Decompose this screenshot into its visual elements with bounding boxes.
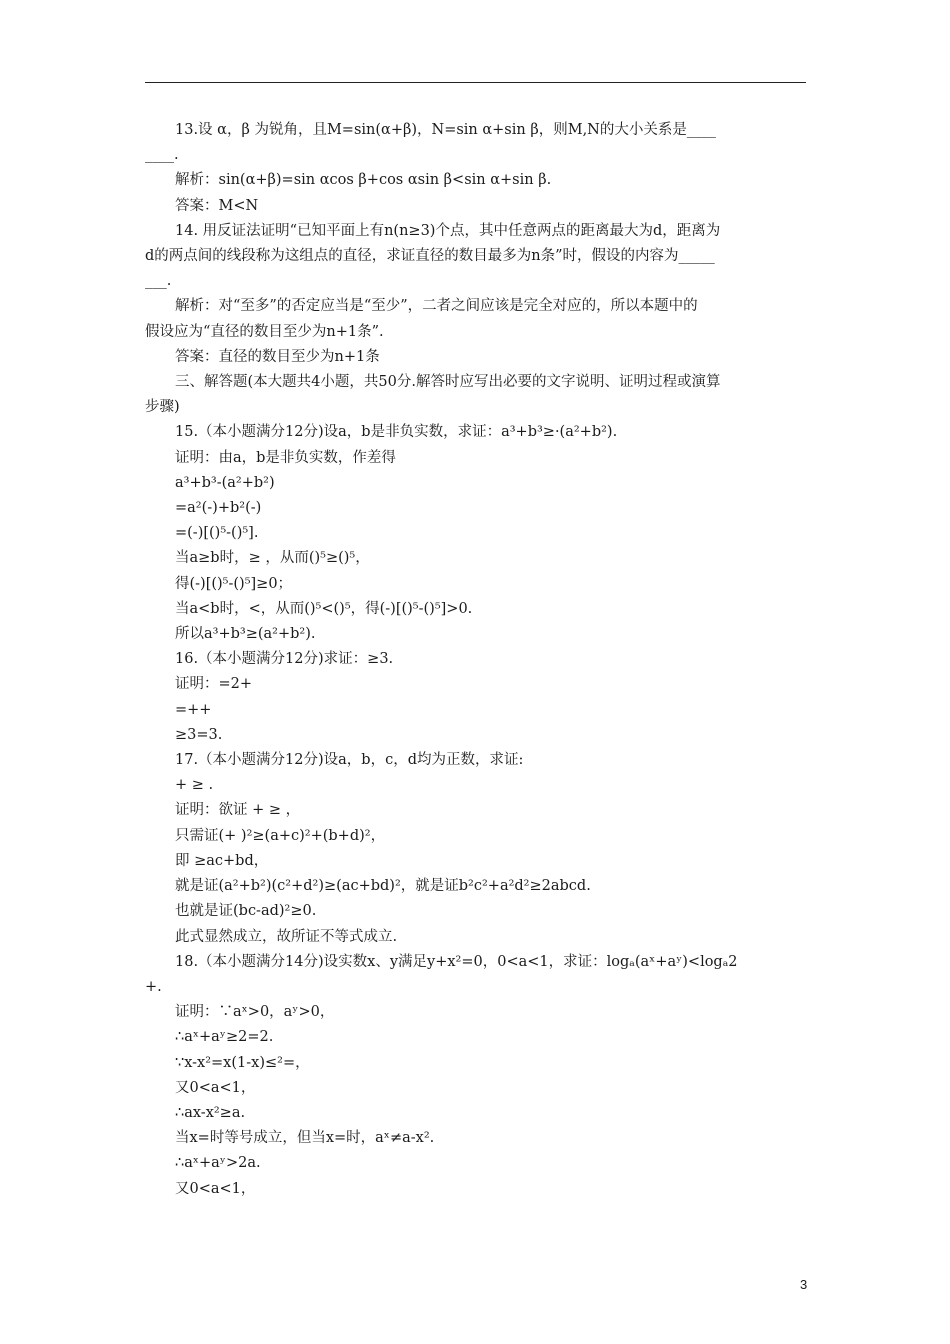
text-line: =++ (175, 701, 212, 718)
text-line: 当a≥b时，≥ ，从而()⁵≥()⁵， (175, 550, 370, 567)
text-line: ∴aˣ+aʸ>2a. (175, 1155, 261, 1172)
text-line: 假设应为“直径的数目至少为n+1条”. (145, 323, 384, 340)
text-line: ∵x-x²=x(1-x)≤²=， (175, 1054, 310, 1071)
text-line: 证明：=2+ (175, 676, 253, 693)
header-rule (145, 82, 806, 83)
text-line: 18.（本小题满分14分)设实数x、y满足y+x²=0，0<a<1，求证：logₐ(aˣ+aʸ)<logₐ2 (175, 953, 738, 970)
text-line: 证明：∵aˣ>0，aʸ>0， (175, 1004, 335, 1021)
text-line: ∴ax-x²≥a. (175, 1104, 246, 1121)
text-line: 解析：对“至多”的否定应当是“至少”，二者之间应该是完全对应的，所以本题中的 (175, 298, 698, 315)
text-line: ∴aˣ+aʸ≥2=2. (175, 1029, 274, 1046)
page-number: 3 (800, 1277, 808, 1292)
text-line: 17.（本小题满分12分)设a，b，c，d均为正数，求证: (175, 752, 524, 769)
text-line: 证明：由a，b是非负实数，作差得 (175, 449, 396, 466)
text-line: 15.（本小题满分12分)设a，b是非负实数，求证：a³+b³≥·(a²+b²). (175, 424, 618, 441)
text-line: 16.（本小题满分12分)求证：≥3. (175, 651, 394, 668)
text-line: ____. (145, 147, 179, 164)
text-line: 也就是证(bc-ad)²≥0. (175, 903, 317, 920)
text-line: 所以a³+b³≥(a²+b²). (175, 626, 316, 643)
text-line: ≥3=3. (175, 726, 223, 743)
text-line: 当x=时等号成立，但当x=时，aˣ≠a-x². (175, 1130, 435, 1147)
text-line: +. (145, 978, 162, 995)
text-line: =(-)[()⁵-()⁵]. (175, 525, 259, 542)
text-line: 即 ≥ac+bd， (175, 852, 269, 869)
text-line: d的两点间的线段称为这组点的直径，求证直径的数目最多为n条”时，假设的内容为_____ (145, 248, 715, 265)
text-line: 又0<a<1， (175, 1180, 256, 1197)
text-line: ___. (145, 273, 172, 290)
text-line: 此式显然成立，故所证不等式成立. (175, 928, 398, 945)
document-body (145, 118, 806, 1202)
text-line: 又0<a<1， (175, 1079, 256, 1096)
text-line: =a²(-)+b²(-) (175, 500, 262, 517)
text-line: 三、解答题(本大题共4小题，共50分.解答时应写出必要的文字说明、证明过程或演算 (175, 374, 721, 391)
text-line: 得(-)[()⁵-()⁵]≥0； (175, 575, 293, 592)
text-line: 步骤) (145, 399, 180, 416)
text-line: 当a<b时，<，从而()⁵<()⁵，得(-)[()⁵-()⁵]>0. (175, 600, 473, 617)
text-line: 答案：M<N (175, 197, 259, 214)
text-line: a³+b³-(a²+b²) (175, 474, 275, 491)
text-line: 答案：直径的数目至少为n+1条 (175, 348, 380, 365)
text-line: 解析：sin(α+β)=sin αcos β+cos αsin β<sin α+sin β. (175, 172, 552, 189)
text-line: 13.设 α，β 为锐角，且M=sin(α+β)，N=sin α+sin β，则M,N的大小关系是____ (175, 122, 716, 138)
text-line: 只需证(+ )²≥(a+c)²+(b+d)²， (175, 827, 386, 844)
text-line: 证明：欲证 + ≥ ， (175, 802, 301, 819)
text-line: 就是证(a²+b²)(c²+d²)≥(ac+bd)²，就是证b²c²+a²d²≥2abcd. (175, 878, 591, 895)
text-line: + ≥ . (175, 777, 214, 794)
text-line: 14. 用反证法证明“已知平面上有n(n≥3)个点，其中任意两点的距离最大为d，距离为 (175, 222, 721, 239)
